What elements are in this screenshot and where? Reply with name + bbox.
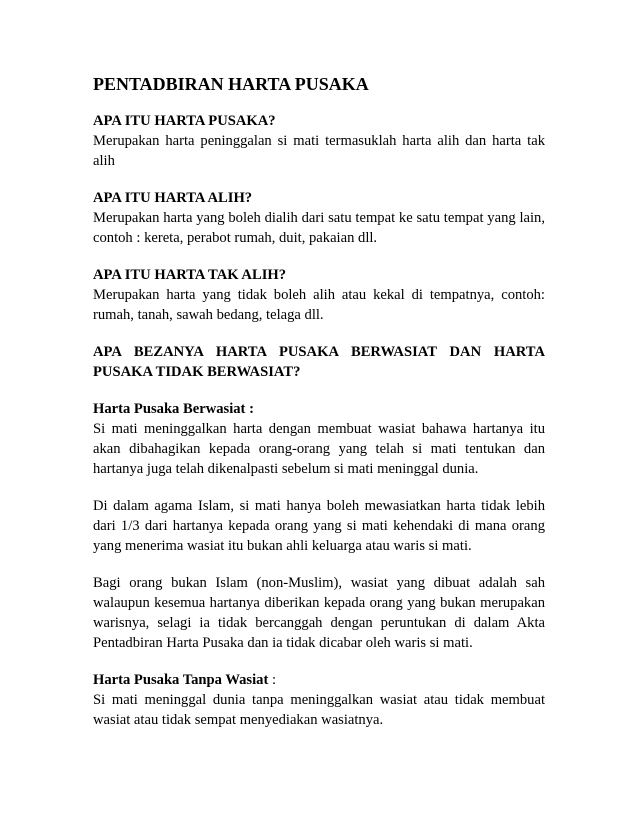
section-body: Merupakan harta peninggalan si mati termasuklah harta alih dan harta tak alih — [93, 133, 545, 169]
without-will-label: Harta Pusaka Tanpa Wasiat — [93, 672, 269, 688]
section-body: Merupakan harta yang tidak boleh alih atau kekal di tempatnya, contoh: rumah, tanah, sawah bedang, telaga dll. — [93, 287, 545, 323]
difference-heading: APA BEZANYA HARTA PUSAKA BERWASIAT DAN HARTA PUSAKA TIDAK BERWASIAT? — [93, 344, 545, 380]
without-will-paragraph-1: Si mati meninggal dunia tanpa meninggalkan wasiat atau tidak membuat wasiat atau tidak sempat menyediakan wasiatnya. — [93, 692, 545, 728]
document-page — [93, 73, 545, 747]
section-harta-tak-alih — [93, 265, 545, 325]
with-will-paragraph-1: Si mati meninggalkan harta dengan membuat wasiat bahawa hartanya itu akan dibahagikan kepada orang-orang yang telah si mati tentukan dan hartanya juga telah dikenalpasti sebelum si mati meninggal dunia. — [93, 421, 545, 477]
without-will-label-suffix: : — [268, 672, 277, 688]
section-with-will — [93, 399, 545, 653]
section-difference — [93, 342, 545, 382]
section-heading: APA ITU HARTA PUSAKA? — [93, 113, 276, 129]
with-will-label: Harta Pusaka Berwasiat : — [93, 401, 254, 417]
section-heading: APA ITU HARTA TAK ALIH? — [93, 267, 287, 283]
without-will-label-line — [93, 670, 545, 690]
with-will-paragraph-2: Di dalam agama Islam, si mati hanya boleh mewasiatkan harta tidak lebih dari 1/3 dari hartanya kepada orang yang si mati kehendaki di mana orang yang menerima wasiat itu bukan ahli keluarga atau waris si mati. — [93, 498, 545, 554]
section-harta-pusaka — [93, 111, 545, 171]
section-body: Merupakan harta yang boleh dialih dari satu tempat ke satu tempat yang lain, contoh : kereta, perabot rumah, duit, pakaian dll. — [93, 210, 545, 246]
section-heading: APA ITU HARTA ALIH? — [93, 190, 253, 206]
document-title: PENTADBIRAN HARTA PUSAKA — [93, 74, 369, 94]
section-without-will — [93, 670, 545, 730]
with-will-paragraph-3: Bagi orang bukan Islam (non-Muslim), wasiat yang dibuat adalah sah walaupun kesemua hartanya diberikan kepada orang yang bukan merupakan warisnya, selagi ia tidak bercanggah dengan peruntukan di dalam Akta Pentadbiran Harta Pusaka dan ia tidak dicabar oleh waris si mati. — [93, 575, 545, 651]
section-harta-alih — [93, 188, 545, 248]
